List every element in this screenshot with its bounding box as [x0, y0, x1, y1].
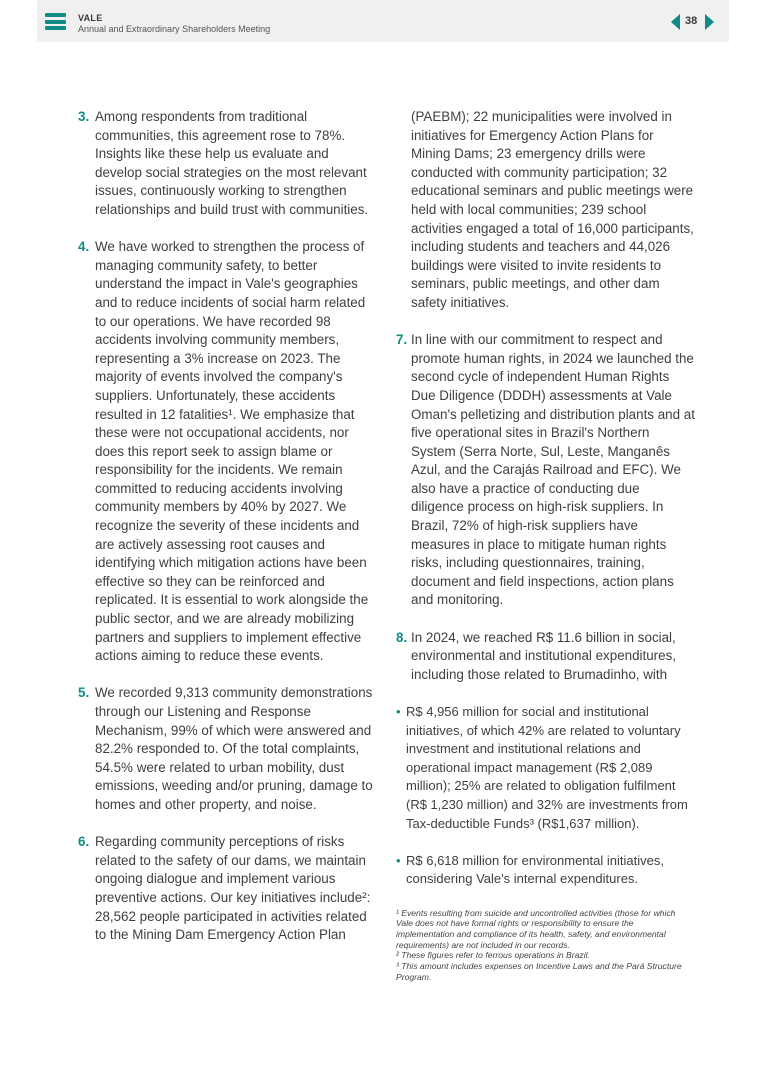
item-number: 3.	[78, 109, 90, 124]
right-column	[396, 108, 696, 982]
item-text: We have worked to strengthen the process of managing community safety, to better understand the impact in Vale's geographies and to reduce incidents of social harm related to our operations. We have recorded 98 accidents involving community members, representing a 3% increase on 2023. The majority of events involved the company's suppliers. Unfortunately, these accidents resulted in 12 fatalities¹. We emphasize that these were not occupational accidents, nor does this report seek to assign blame or responsibility for the incidents. We remain committed to reducing accidents involving community members by 40% by 2027. We recognize the severity of these incidents and are actively assessing root causes and identifying which mitigation actions have been effective so they can be reinforced and replicated. It is essential to work alongside the public sector, and we are already mobilizing partners and suppliers to implement effective actions aiming to reduce these events.	[95, 239, 369, 664]
list-item	[78, 684, 378, 814]
item-text: In 2024, we reached R$ 11.6 billion in social, environmental and institutional expenditures, including those related to Brumadinho, with	[411, 629, 677, 682]
previous-page-icon[interactable]	[671, 14, 680, 30]
bullet-icon: •	[396, 704, 401, 719]
item-number: 8.	[396, 629, 408, 645]
item-number: 7.	[396, 332, 408, 348]
bullet-text: R$ 4,956 million for social and institutional initiatives, of which 42% are related to voluntary investment and institutional relations and operational impact management (R$ 2,089 million); 25% are related to obligation fulfilment (R$ 1,230 million) and 32% are investments from Tax-deductible Funds³ (R$1,637 million).	[406, 704, 688, 831]
next-page-icon[interactable]	[705, 14, 714, 30]
list-item	[396, 629, 696, 685]
footnote: ³ This amount includes expenses on Incentive Laws and the Pará Structure Program.	[396, 961, 682, 982]
document-title: Annual and Extraordinary Shareholders Meeting	[78, 24, 271, 34]
brand-name: VALE	[78, 13, 103, 23]
item-text: Regarding community perceptions of risks related to the safety of our dams, we maintain ongoing dialogue and implement various preventive actions. Our key initiatives include²: 28,562 people participated in activities related to the Mining Dam Emergency Action Plan	[95, 834, 371, 943]
page-number: 38	[685, 15, 698, 27]
page-header	[37, 0, 729, 42]
bullet-text: R$ 6,618 million for environmental initiatives, considering Vale's internal expenditures.	[406, 852, 664, 887]
item-text: We recorded 9,313 community demonstrations through our Listening and Response Mechanism, 99% of which were answered and 82.2% responded to. Of the total complaints, 54.5% were related to urban mobility, dust emissions, weeding and/or pruning, damage to homes and other property, and noise.	[95, 685, 373, 812]
footnotes	[396, 908, 696, 983]
bullet-item	[396, 852, 696, 889]
menu-icon[interactable]	[45, 13, 66, 30]
footnote: ¹ Events resulting from suicide and uncontrolled activities (those for which Vale does not have formal rights or responsibility to ensure the implementation and compliance of its health, safety, and environmental requirements) are not included in our records.	[396, 907, 676, 950]
item-text: In line with our commitment to respect and promote human rights, in 2024 we launched the second cycle of independent Human Rights Due Diligence (DDDH) assessments at Vale Oman's pelletizing and distribution plants and at five operational sites in Brazil's Northern System (Serra Norte, Sul, Leste, Manganês Azul, and the Carajás Railroad and EFC). We also have a practice of conducting due diligence process on high-risk suppliers. In Brazil, 72% of high-risk suppliers have measures in place to mitigate human rights risks, including questionnaires, training, document and field inspections, action plans and monitoring.	[411, 332, 695, 608]
list-item	[78, 238, 378, 666]
bullet-icon: •	[396, 852, 401, 868]
list-item	[78, 833, 378, 945]
list-item	[396, 331, 696, 610]
continuation-text: (PAEBM); 22 municipalities were involved in initiatives for Emergency Action Plans for Mining Dams; 23 emergency drills were conducted with community participation; 32 educational seminars and public meetings were held with local communities; 239 school activities engaged a total of 16,000 participants, including students and teachers and 44,026 buildings were visited to invite residents to seminars, public meetings, and other dam safety initiatives.	[411, 109, 694, 310]
item-number: 4.	[78, 239, 90, 255]
item-text: Among respondents from traditional communities, this agreement rose to 78%. Insights like these help us evaluate and develop social strategies on the most relevant issues, continuously working to strengthen relationships and build trust with communities.	[95, 109, 369, 217]
bullet-item	[396, 703, 696, 833]
item-number: 6.	[78, 834, 90, 850]
item-number: 5.	[78, 685, 90, 701]
left-column	[78, 108, 378, 963]
list-item	[78, 108, 378, 220]
item-continuation	[396, 108, 696, 313]
footnote: ² These figures refer to ferrous operations in Brazil.	[396, 950, 590, 961]
